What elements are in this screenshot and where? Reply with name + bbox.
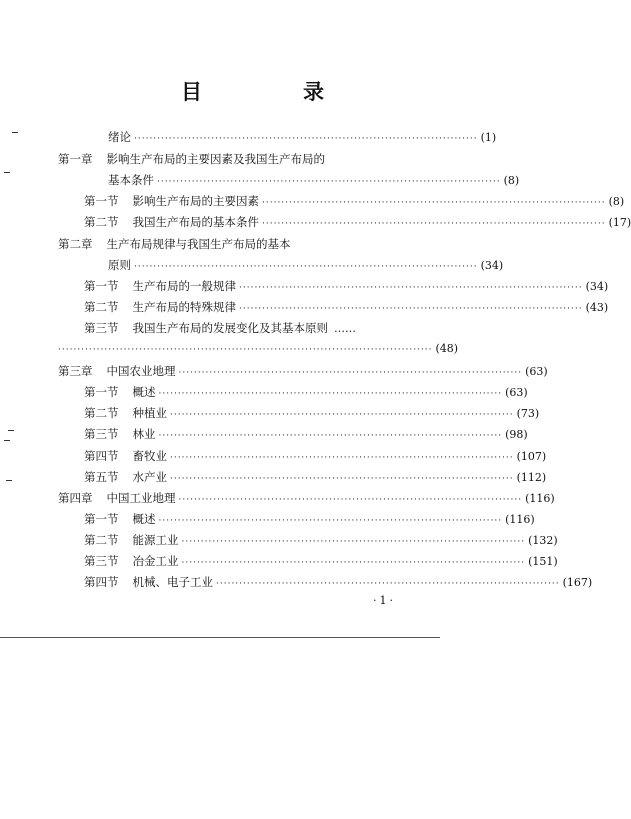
entry-page: (1) [480, 131, 497, 144]
section-number: 第二节 [84, 533, 119, 547]
section-number: 第五节 [84, 470, 119, 484]
toc-section [84, 573, 593, 591]
section-number: 第一节 [84, 512, 119, 526]
entry-title: 绪论 [108, 130, 131, 144]
entry-page: (116) [505, 513, 535, 526]
entry-page: (34) [480, 259, 504, 272]
entry-page: (98) [505, 428, 528, 441]
entry-page: (8) [608, 195, 625, 208]
toc-chapter [58, 489, 555, 507]
entry-title: 水产业 [132, 470, 167, 484]
entry-page: (167) [562, 576, 593, 589]
toc-chapter [58, 362, 548, 380]
toc-entry [108, 171, 520, 189]
entry-title: 种植业 [132, 406, 167, 420]
dot-leader: ························································································· [158, 389, 503, 399]
dot-leader: ························································································· [239, 283, 583, 293]
toc-section [84, 277, 609, 295]
dot-leader: ························································································· [134, 262, 478, 272]
section-number: 第三节 [84, 321, 119, 335]
section-number: 第二节 [84, 300, 119, 314]
entry-page: (112) [516, 471, 547, 484]
toc-section [84, 447, 547, 465]
entry-title: 机械、电子工业 [132, 575, 213, 589]
chapter-number: 第四章 [58, 491, 93, 505]
toc-section [84, 510, 535, 528]
dot-leader: ························································································· [181, 537, 526, 547]
dot-leader: ························································································· [262, 198, 606, 208]
scan-mark [4, 172, 10, 173]
toc-entry [108, 256, 504, 274]
toc-section [84, 552, 558, 570]
section-number: 第一节 [84, 194, 119, 208]
dot-leader: ························································································· [157, 177, 501, 187]
entry-title: 林业 [132, 427, 156, 441]
dot-leader: ························································································· [262, 219, 606, 229]
dot-leader: ························································································· [170, 453, 514, 463]
section-number: 第三节 [84, 427, 119, 441]
section-number: 第一节 [84, 385, 119, 399]
toc-section [84, 383, 528, 401]
toc-chapter [58, 150, 403, 168]
page-title: 目 录 [181, 79, 364, 104]
entry-title: 生产布局的特殊规律 [132, 300, 236, 314]
entry-title: 概述 [132, 385, 156, 399]
entry-title: 我国生产布局的基本条件 [132, 215, 259, 229]
scan-mark [4, 440, 10, 441]
toc-section [84, 213, 631, 231]
entry-title: 影响生产布局的主要因素及我国生产布局的 [106, 152, 325, 166]
chapter-number: 第三章 [58, 364, 93, 378]
toc-section [84, 531, 558, 549]
entry-title: 影响生产布局的主要因素 [132, 194, 259, 208]
entry-page: (8) [503, 174, 520, 187]
toc-section [84, 298, 609, 316]
scan-mark [12, 132, 18, 133]
section-number: 第四节 [84, 449, 119, 463]
entry-title: 能源工业 [132, 533, 179, 547]
dot-leader: ························································································· [170, 410, 514, 420]
chapter-number: 第二章 [58, 237, 93, 251]
dot-leader: ························································································· [178, 368, 523, 378]
section-number: 第三节 [84, 554, 119, 568]
toc-entry [108, 128, 497, 146]
toc-chapter [58, 235, 403, 253]
entry-title: 畜牧业 [132, 449, 167, 463]
dot-leader: ························································································· [178, 495, 523, 505]
entry-title: 生产布局规律与我国生产布局的基本 [106, 237, 291, 251]
entry-page: (34) [585, 280, 609, 293]
section-number: 第二节 [84, 215, 119, 229]
entry-page: (17) [608, 216, 631, 229]
scan-mark [8, 430, 14, 431]
page-number: ·1· [373, 594, 396, 607]
entry-title: 冶金工业 [132, 554, 179, 568]
dot-leader: ························································································· [158, 516, 503, 526]
scan-mark [6, 480, 12, 481]
dot-leader: ························································································· [170, 474, 514, 484]
chapter-number: 第一章 [58, 152, 93, 166]
toc-entry [58, 340, 459, 358]
dot-leader: ························································································· [216, 579, 560, 589]
entry-page: (43) [585, 301, 609, 314]
dot-leader: ························································································· [134, 134, 478, 144]
entry-page: (116) [525, 492, 555, 505]
entry-title: 中国农业地理 [106, 364, 176, 378]
toc-section [84, 192, 625, 210]
entry-page: (73) [516, 407, 540, 420]
entry-title: 基本条件 [108, 173, 154, 187]
bottom-rule [0, 637, 440, 638]
dot-leader: ································································································· [58, 345, 433, 355]
entry-title: 生产布局的一般规律 [132, 279, 236, 293]
dot-leader: ························································································· [239, 304, 583, 314]
toc-section [84, 404, 540, 422]
entry-page: (63) [525, 365, 548, 378]
toc-section [84, 468, 547, 486]
entry-page: (63) [505, 386, 528, 399]
entry-page: (107) [516, 450, 547, 463]
toc-section [84, 425, 528, 443]
toc-section [84, 319, 403, 337]
section-number: 第四节 [84, 575, 119, 589]
entry-page: (151) [528, 555, 558, 568]
entry-title: 我国生产布局的发展变化及其基本原则 [132, 321, 328, 335]
entry-continuation: …… [334, 322, 356, 335]
section-number: 第一节 [84, 279, 119, 293]
entry-page: (132) [528, 534, 558, 547]
entry-title: 原则 [108, 258, 131, 272]
entry-title: 概述 [132, 512, 156, 526]
entry-title: 中国工业地理 [106, 491, 176, 505]
entry-page: (48) [435, 342, 459, 355]
dot-leader: ························································································· [181, 558, 526, 568]
section-number: 第二节 [84, 406, 119, 420]
dot-leader: ························································································· [158, 431, 503, 441]
